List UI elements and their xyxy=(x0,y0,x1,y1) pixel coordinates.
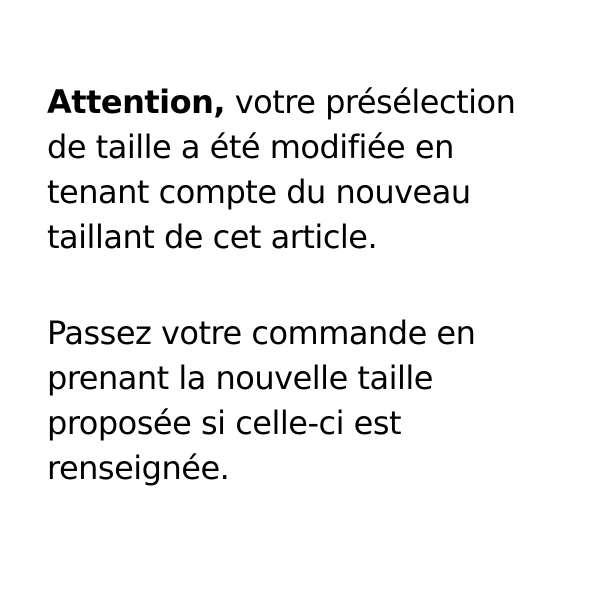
notice-line: renseignée. xyxy=(47,449,230,487)
size-change-notice xyxy=(47,80,567,491)
attention-emphasis: Attention, xyxy=(47,83,226,121)
notice-line: de taille a été modifiée en xyxy=(47,128,454,166)
notice-paragraph-2 xyxy=(47,311,567,491)
notice-line-text: votre présélection xyxy=(225,83,516,121)
notice-line: tenant compte du nouveau xyxy=(47,173,471,211)
notice-line: proposée si celle-ci est xyxy=(47,404,402,442)
notice-line: prenant la nouvelle taille xyxy=(47,359,433,397)
notice-line: Passez votre commande en xyxy=(47,314,476,352)
notice-line: taillant de cet article. xyxy=(47,218,378,256)
notice-paragraph-1 xyxy=(47,80,567,260)
notice-line xyxy=(47,80,567,125)
